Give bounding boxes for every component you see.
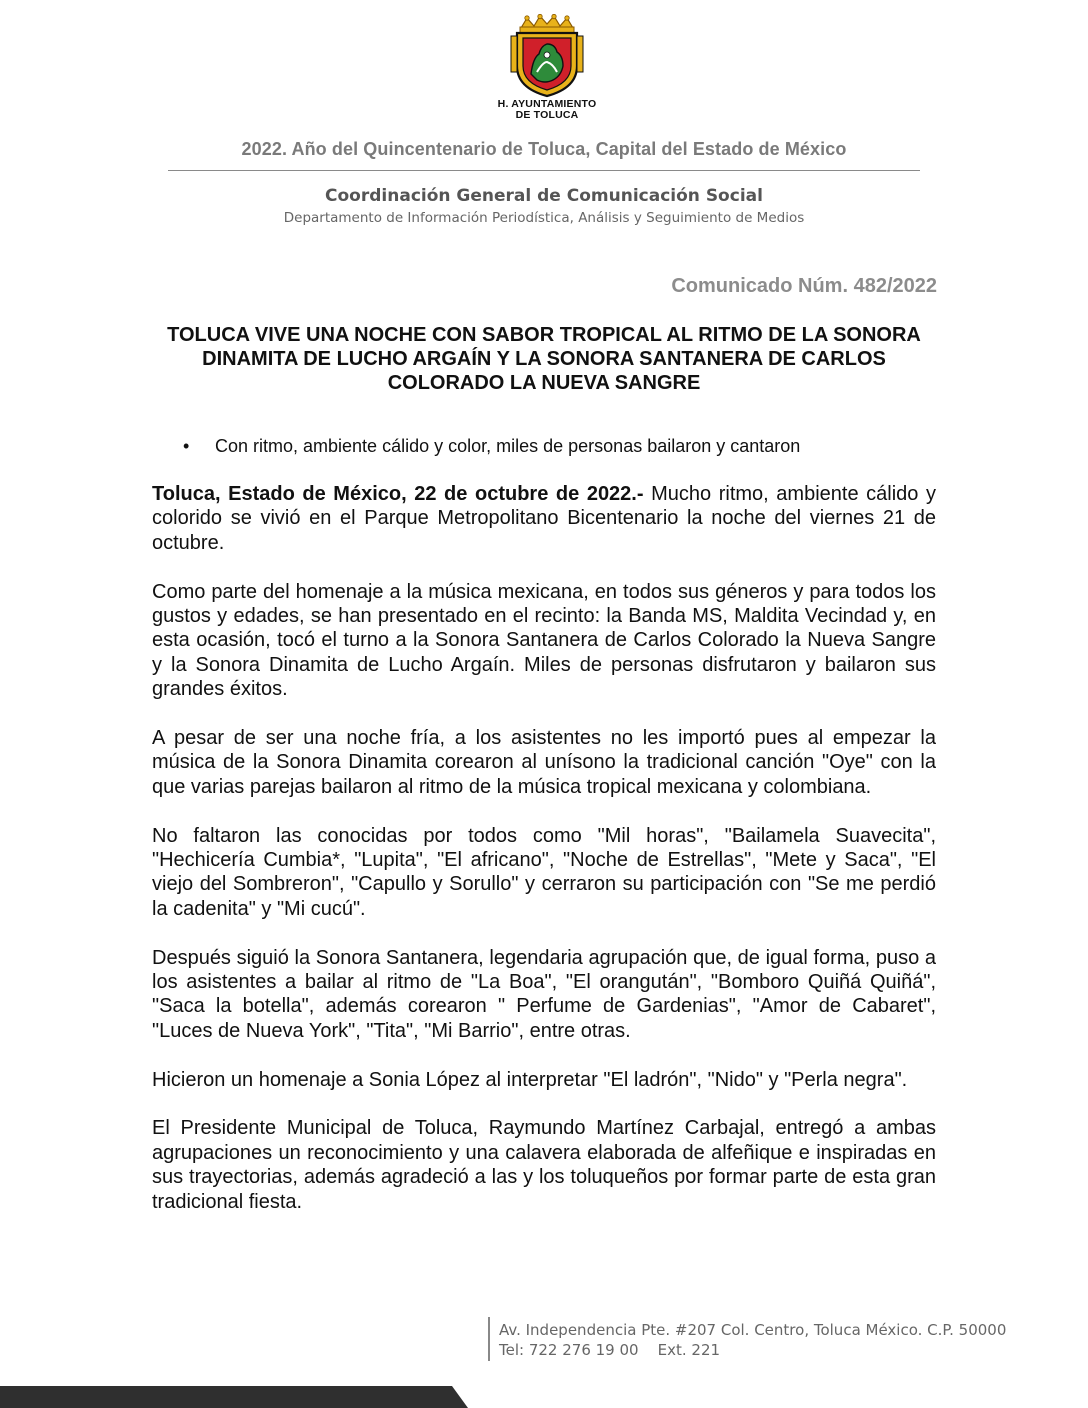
toluca-coat-of-arms-icon <box>507 14 587 98</box>
article-body <box>152 482 936 1238</box>
footer-divider <box>488 1317 490 1361</box>
footer-tel: Tel: 722 276 19 00 <box>499 1341 639 1359</box>
department-title: Departamento de Información Periodística, Análisis y Seguimiento de Medios <box>283 210 805 226</box>
footer-bar <box>0 1386 480 1408</box>
lead-paragraph <box>152 482 936 555</box>
paragraph: Después siguió la Sonora Santanera, legendaria agrupación que, de igual forma, puso a los asistentes a bailar al ritmo de "La Boa", "El orangután", "Bomboro Quiñá Quiñá", "Saca la botella", además corearon " Perfume de Gardenias", "Amor de Cabaret", "Luces de Nueva York", "Tita", "Mi Barrio", entre otras. <box>152 946 936 1042</box>
list-item <box>183 436 943 457</box>
logo-caption-line1: H. AYUNTAMIENTO <box>497 98 597 110</box>
comunicado-number: Comunicado Núm. 482/2022 <box>671 275 937 297</box>
logo-caption-line2: DE TOLUCA <box>515 109 579 121</box>
year-motto: 2022. Año del Quincentenario de Toluca, Capital del Estado de México <box>241 139 847 159</box>
footer-address: Av. Independencia Pte. #207 Col. Centro, Toluca México. C.P. 50000 <box>499 1321 1007 1339</box>
footer-address-block <box>499 1320 1006 1360</box>
paragraph: A pesar de ser una noche fría, a los asistentes no les importó pues al empezar la música de la Sonora Dinamita corearon al unísono la tradicional canción "Oye" con la que varias parejas bailaron al ritmo de la música tropical mexicana y colombiana. <box>152 727 936 798</box>
lead-text: Mucho ritmo, ambiente cálido y colorido se vivió en el Parque Metropolitano Bicentenario la noche del viernes 21 de octubre. <box>152 483 936 554</box>
bullet-icon: • <box>183 436 190 456</box>
bullet-text: Con ritmo, ambiente cálido y color, miles de personas bailaron y cantaron <box>215 436 801 456</box>
paragraph: Como parte del homenaje a la música mexicana, en todos sus géneros y para todos los gustos y edades, se han presentado en el recinto: la Banda MS, Maldita Vecindad y, en esta ocasión, tocó el turno a la Sonora Santanera de Carlos Colorado la Nueva Sangre y la Sonora Dinamita de Lucho Argaín. Miles de personas disfrutaron y bailaron sus grandes éxitos. <box>152 580 936 701</box>
paragraph: Hicieron un homenaje a Sonia López al interpretar "El ladrón", "Nido" y "Perla negra". <box>152 1068 908 1091</box>
headline: TOLUCA VIVE UNA NOCHE CON SABOR TROPICAL AL RITMO DE LA SONORA DINAMITA DE LUCHO ARGAÍN Y LA SONORA SANTANERA DE CARLOS COLORADO LA NUEVA SANGRE <box>167 324 921 394</box>
paragraph: No faltaron las conocidas por todos como "Mil horas", "Bailamela Suavecita", "Hechicería Cumbia*, "Lupita", "El africano", "Noche de Estrellas", "Mete y Saca", "El viejo del Sombreron", "Capullo y Sorullo" y cerraron su participación con "Se me perdió la cadenita" y "Mi cucú". <box>152 824 936 920</box>
coordination-title: Coordinación General de Comunicación Social <box>325 186 763 206</box>
paragraph: El Presidente Municipal de Toluca, Raymundo Martínez Carbajal, entregó a ambas agrupaciones un reconocimiento y una calavera elaborada de alfeñique e inspiradas en sus trayectorias, además agradeció a las y los toluqueños por formar parte de esta gran tradicional fiesta. <box>152 1117 936 1213</box>
motto-divider <box>168 170 920 171</box>
footer-ext: Ext. 221 <box>657 1341 721 1359</box>
logo <box>492 14 602 121</box>
footer-phone-line <box>499 1340 1006 1360</box>
dateline: Toluca, Estado de México, 22 de octubre de 2022.- <box>152 483 644 505</box>
